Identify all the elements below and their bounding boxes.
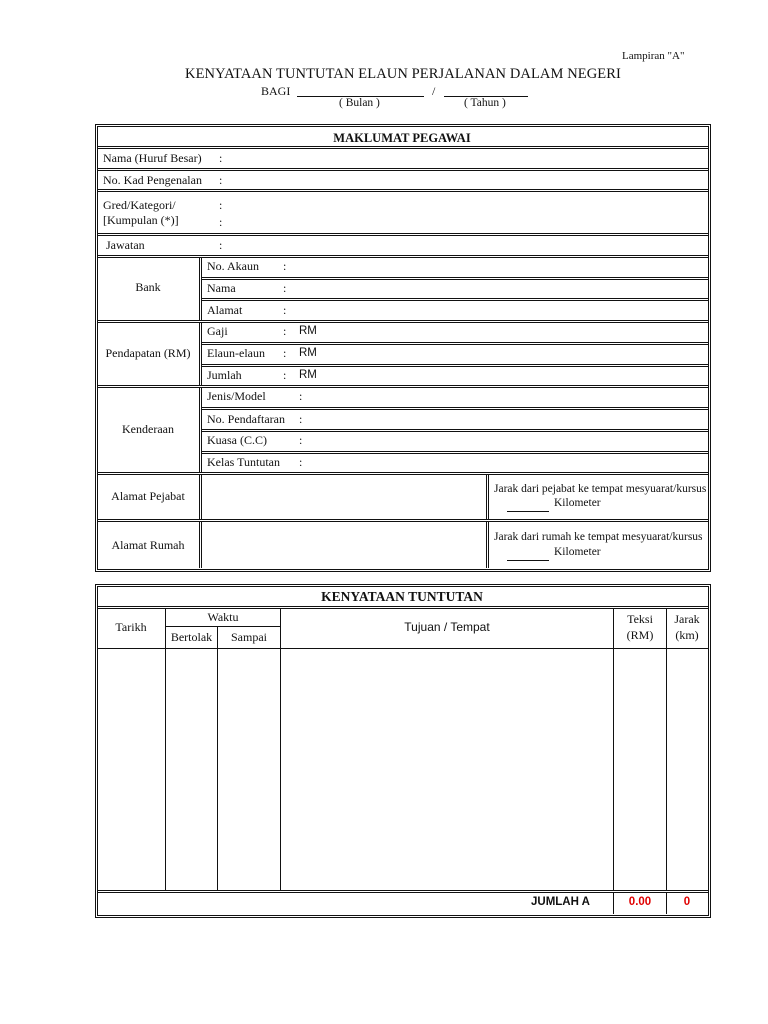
col-header-date: Tarikh (115, 620, 147, 634)
divider (97, 233, 708, 234)
col-header-taxi: Teksi (627, 612, 653, 626)
divider (199, 521, 200, 568)
divider (488, 474, 489, 520)
divider (199, 322, 200, 386)
month-caption: ( Bulan ) (339, 97, 380, 109)
total-taxi-value: 0.00 (628, 896, 652, 908)
name-label: Nama (Huruf Besar) (103, 151, 202, 165)
divider (201, 298, 708, 299)
home-distance-label: Jarak dari rumah ke tempat mesyuarat/kursus (494, 531, 703, 543)
divider (201, 521, 202, 568)
col-header-distance: Jarak (674, 612, 700, 626)
vehicle-label: Kenderaan (122, 422, 174, 436)
engine-cc-label: Kuasa (C.C) (207, 433, 267, 447)
allowance-field[interactable]: RM (299, 347, 317, 359)
income-total-field[interactable]: RM (299, 369, 317, 381)
divider (97, 385, 708, 386)
divider (97, 146, 708, 147)
allowance-colon: : (283, 346, 287, 360)
divider (97, 322, 708, 323)
allowance-label: Elaun-elaun (207, 346, 265, 360)
divider (201, 344, 708, 345)
page-title: KENYATAAN TUNTUTAN ELAUN PERJALANAN DALAM NEGERI (185, 66, 621, 82)
divider (97, 474, 708, 475)
salary-colon: : (283, 324, 287, 338)
divider (201, 366, 708, 367)
month-year-separator: / (432, 84, 436, 98)
office-address-label: Alamat Pejabat (111, 489, 185, 503)
divider (201, 387, 202, 473)
divider (201, 364, 708, 365)
home-distance-field[interactable] (507, 560, 549, 561)
divider (97, 320, 708, 321)
divider (486, 474, 487, 520)
divider (201, 431, 708, 432)
divider (199, 387, 200, 473)
divider (97, 189, 708, 190)
divider (97, 148, 708, 149)
divider (97, 521, 708, 522)
ic-field[interactable]: : (219, 173, 223, 187)
divider (97, 519, 708, 520)
account-no-label: No. Akaun (207, 259, 259, 273)
divider (199, 257, 200, 321)
divider (97, 890, 708, 891)
divider (201, 322, 202, 386)
divider (201, 300, 708, 301)
divider (201, 279, 708, 280)
divider (97, 892, 708, 893)
income-total-label: Jumlah (207, 368, 242, 382)
bagi-label: BAGI (261, 84, 291, 98)
grade-field[interactable]: : (219, 198, 223, 212)
divider (201, 429, 708, 430)
divider (97, 472, 708, 473)
divider (201, 257, 202, 321)
total-distance-value: 0 (683, 896, 691, 908)
divider (97, 255, 708, 256)
salary-field[interactable]: RM (299, 325, 317, 337)
divider (201, 474, 202, 520)
office-distance-unit: Kilometer (554, 497, 601, 509)
divider (201, 342, 708, 343)
divider (97, 191, 708, 192)
position-field[interactable]: : (219, 238, 223, 252)
divider (97, 606, 708, 607)
bank-address-label: Alamat (207, 303, 243, 317)
divider (201, 451, 708, 452)
col-header-depart: Bertolak (170, 630, 213, 644)
income-label: Pendapatan (RM) (105, 346, 191, 360)
office-distance-label: Jarak dari pejabat ke tempat mesyuarat/kursus (494, 483, 707, 495)
divider (97, 648, 708, 649)
bank-name-label: Nama (207, 281, 236, 295)
bank-label: Bank (135, 280, 161, 294)
office-address-field[interactable] (203, 476, 485, 518)
income-total-colon: : (283, 368, 287, 382)
registration-field[interactable]: : (299, 412, 303, 426)
office-distance-field[interactable] (507, 511, 549, 512)
divider (201, 453, 708, 454)
divider (97, 170, 708, 171)
divider (97, 168, 708, 169)
divider (199, 474, 200, 520)
divider (97, 608, 708, 609)
bank-address-field[interactable]: : (283, 303, 287, 317)
col-header-taxi-unit: (RM) (626, 628, 654, 642)
divider (97, 235, 708, 236)
col-header-arrive: Sampai (231, 630, 267, 644)
divider (97, 257, 708, 258)
divider (488, 521, 489, 568)
divider (486, 521, 487, 568)
section-title: MAKLUMAT PEGAWAI (333, 131, 471, 145)
vehicle-model-field[interactable]: : (299, 389, 303, 403)
claim-class-label: Kelas Tuntutan (207, 455, 281, 469)
home-address-label: Alamat Rumah (111, 538, 185, 552)
group-label: [Kumpulan (*)] (103, 213, 179, 227)
year-caption: ( Tahun ) (464, 97, 506, 109)
col-header-distance-unit: (km) (675, 628, 699, 642)
account-no-field[interactable]: : (283, 259, 287, 273)
divider (166, 626, 280, 627)
home-distance-unit: Kilometer (554, 546, 601, 558)
ic-label: No. Kad Pengenalan (103, 173, 202, 187)
position-label: Jawatan (106, 238, 145, 252)
col-header-time: Waktu (207, 610, 239, 624)
salary-label: Gaji (207, 324, 228, 338)
divider (201, 407, 708, 408)
col-header-destination: Tujuan / Tempat (404, 620, 490, 634)
claim-class-field[interactable]: : (299, 455, 303, 469)
grade-label: Gred/Kategori/ (103, 198, 176, 212)
claim-entries-area[interactable] (98, 650, 706, 890)
group-field[interactable]: : (219, 215, 223, 229)
name-field[interactable]: : (219, 151, 223, 165)
divider (201, 277, 708, 278)
divider (201, 409, 708, 410)
engine-cc-field[interactable]: : (299, 433, 303, 447)
home-address-field[interactable] (203, 523, 485, 566)
total-a-label: JUMLAH A (531, 896, 590, 908)
claim-section-title: KENYATAAN TUNTUTAN (321, 589, 483, 604)
divider (97, 387, 708, 388)
registration-label: No. Pendaftaran (207, 412, 285, 426)
vehicle-model-label: Jenis/Model (207, 389, 266, 403)
bank-name-field[interactable]: : (283, 281, 287, 295)
appendix-label: Lampiran "A" (622, 50, 685, 62)
